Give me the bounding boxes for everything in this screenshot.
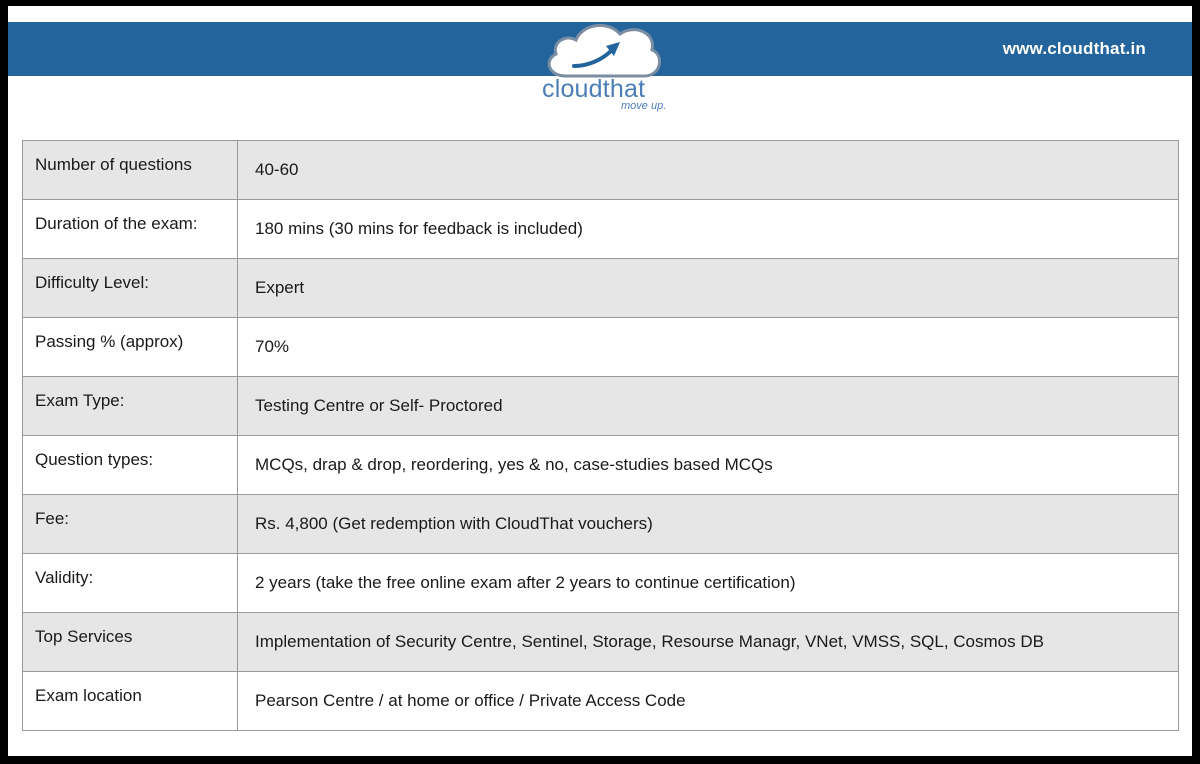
- row-label: Duration of the exam:: [23, 200, 238, 259]
- cloudthat-logo[interactable]: [538, 16, 668, 116]
- row-label: Validity:: [23, 554, 238, 613]
- row-label: Fee:: [23, 495, 238, 554]
- row-label: Question types:: [23, 436, 238, 495]
- table-row: [23, 259, 1179, 318]
- row-value: 40-60: [238, 141, 1179, 200]
- row-value: Expert: [238, 259, 1179, 318]
- logo-brand: cloudthat: [542, 75, 646, 103]
- table-row: [23, 436, 1179, 495]
- row-value: Implementation of Security Centre, Sentinel, Storage, Resourse Managr, VNet, VMSS, SQL, Cosmos DB: [238, 613, 1179, 672]
- table-row: [23, 554, 1179, 613]
- row-label: Passing % (approx): [23, 318, 238, 377]
- row-label: Exam location: [23, 672, 238, 731]
- row-value: 2 years (take the free online exam after 2 years to continue certification): [238, 554, 1179, 613]
- logo-tagline: move up.: [621, 100, 667, 112]
- site-url[interactable]: www.cloudthat.in: [1002, 39, 1146, 58]
- table-row: [23, 318, 1179, 377]
- row-value: Testing Centre or Self- Proctored: [238, 377, 1179, 436]
- table-row: [23, 495, 1179, 554]
- table-row: [23, 672, 1179, 731]
- row-label: Difficulty Level:: [23, 259, 238, 318]
- row-value: 180 mins (30 mins for feedback is included): [238, 200, 1179, 259]
- table-row: [23, 377, 1179, 436]
- exam-info-table: [22, 140, 1179, 731]
- row-label: Exam Type:: [23, 377, 238, 436]
- table-row: [23, 613, 1179, 672]
- page-frame: [8, 6, 1192, 756]
- row-value: Pearson Centre / at home or office / Private Access Code: [238, 672, 1179, 731]
- row-label: Top Services: [23, 613, 238, 672]
- table-row: [23, 141, 1179, 200]
- row-value: 70%: [238, 318, 1179, 377]
- table-row: [23, 200, 1179, 259]
- row-value: MCQs, drap & drop, reordering, yes & no, case-studies based MCQs: [238, 436, 1179, 495]
- row-label: Number of questions: [23, 141, 238, 200]
- row-value: Rs. 4,800 (Get redemption with CloudThat vouchers): [238, 495, 1179, 554]
